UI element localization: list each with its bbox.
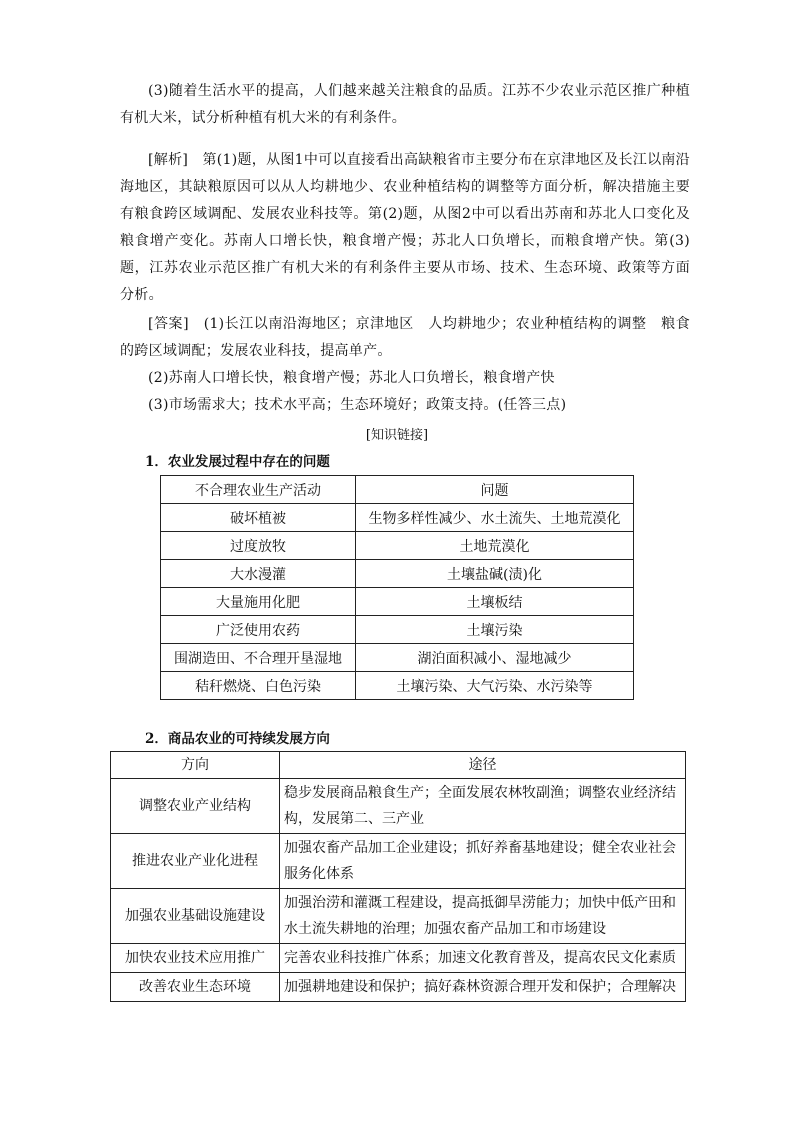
analysis-label: [解析] xyxy=(148,152,189,168)
header-problem: 问题 xyxy=(356,476,634,504)
direction-cell: 加快农业技术应用推广 xyxy=(111,944,280,973)
table-row xyxy=(161,672,634,700)
activity-cell: 破坏植被 xyxy=(161,504,356,532)
direction-cell: 推进农业产业化进程 xyxy=(111,834,280,889)
answer-3: (3)市场需求大；技术水平高；生态环境好；政策支持。(任答三点) xyxy=(148,397,567,413)
activity-cell: 广泛使用农药 xyxy=(161,616,356,644)
header-direction: 方向 xyxy=(111,752,280,779)
table-row xyxy=(111,779,686,834)
answer-1: (1)长江以南沿海地区；京津地区 人均耕地少；农业种植结构的调整 粮食的跨区域调配；发展农业科技，提高单产。 xyxy=(120,316,690,359)
table-row xyxy=(161,616,634,644)
directions-table xyxy=(110,751,686,1002)
direction-cell: 调整农业产业结构 xyxy=(111,779,280,834)
analysis-text: 第(1)题，从图1中可以直接看出高缺粮省市主要分布在京津地区及长江以南沿海地区，其缺粮原因可以从人均耕地少、农业种植结构的调整等方面分析，解决措施主要有粮食跨区域调配、发展农业科技等。第(2)题，从图2中可以看出苏南和苏北人口变化及粮食增产变化。苏南人口增长快，粮食增产慢；苏北人口负增长，而粮食增产快。第(3)题，江苏农业示范区推广有机大米的有利条件主要从市场、技术、生态环境、政策等方面分析。 xyxy=(120,152,690,303)
table-row xyxy=(161,504,634,532)
answer-paragraph xyxy=(120,311,690,365)
table-row xyxy=(161,644,634,672)
activity-cell: 过度放牧 xyxy=(161,532,356,560)
problem-cell: 土壤盐碱(渍)化 xyxy=(356,560,634,588)
problem-cell: 土地荒漠化 xyxy=(356,532,634,560)
table-row xyxy=(111,944,686,973)
table-header-row xyxy=(111,752,686,779)
path-cell: 加强农畜产品加工企业建设；抓好养畜基地建设；健全农业社会服务化体系 xyxy=(280,834,686,889)
answer-label: [答案] xyxy=(148,316,189,332)
activity-cell: 大水漫灌 xyxy=(161,560,356,588)
problem-cell: 土壤污染、大气污染、水污染等 xyxy=(356,672,634,700)
path-cell: 完善农业科技推广体系；加速文化教育普及，提高农民文化素质 xyxy=(280,944,686,973)
problem-cell: 湖泊面积减小、湿地减少 xyxy=(356,644,634,672)
table-row xyxy=(161,532,634,560)
problem-cell: 土壤污染 xyxy=(356,616,634,644)
header-activity: 不合理农业生产活动 xyxy=(161,476,356,504)
answer-2: (2)苏南人口增长快，粮食增产慢；苏北人口负增长，粮食增产快 xyxy=(148,370,555,386)
table-row xyxy=(111,889,686,944)
question-3: (3)随着生活水平的提高，人们越来越关注粮食的品质。江苏不少农业示范区推广种植有机大米，试分析种植有机大米的有利条件。 xyxy=(120,83,690,126)
path-cell: 稳步发展商品粮食生产；全面发展农林牧副渔；调整农业经济结构，发展第二、三产业 xyxy=(280,779,686,834)
activity-cell: 大量施用化肥 xyxy=(161,588,356,616)
section-2-title: 2．商品农业的可持续发展方向 xyxy=(145,731,330,747)
section-1-title: 1．农业发展过程中存在的问题 xyxy=(145,454,330,470)
table-row xyxy=(111,834,686,889)
direction-cell: 加强农业基础设施建设 xyxy=(111,889,280,944)
table-row xyxy=(161,560,634,588)
table-header-row xyxy=(161,476,634,504)
analysis-paragraph xyxy=(120,147,690,309)
activity-cell: 围湖造田、不合理开垦湿地 xyxy=(161,644,356,672)
path-cell: 加强耕地建设和保护；搞好森林资源合理开发和保护；合理解决 xyxy=(280,973,686,1002)
path-cell: 加强治涝和灌溉工程建设，提高抵御旱涝能力；加快中低产田和水土流失耕地的治理；加强农畜产品加工和市场建设 xyxy=(280,889,686,944)
header-path: 途径 xyxy=(280,752,686,779)
problem-cell: 生物多样性减少、水土流失、土地荒漠化 xyxy=(356,504,634,532)
direction-cell: 改善农业生态环境 xyxy=(111,973,280,1002)
activity-cell: 秸秆燃烧、白色污染 xyxy=(161,672,356,700)
problems-table xyxy=(160,475,634,700)
problem-cell: 土壤板结 xyxy=(356,588,634,616)
knowledge-link-header: [知识链接] xyxy=(365,428,429,443)
table-row xyxy=(111,973,686,1002)
table-row xyxy=(161,588,634,616)
